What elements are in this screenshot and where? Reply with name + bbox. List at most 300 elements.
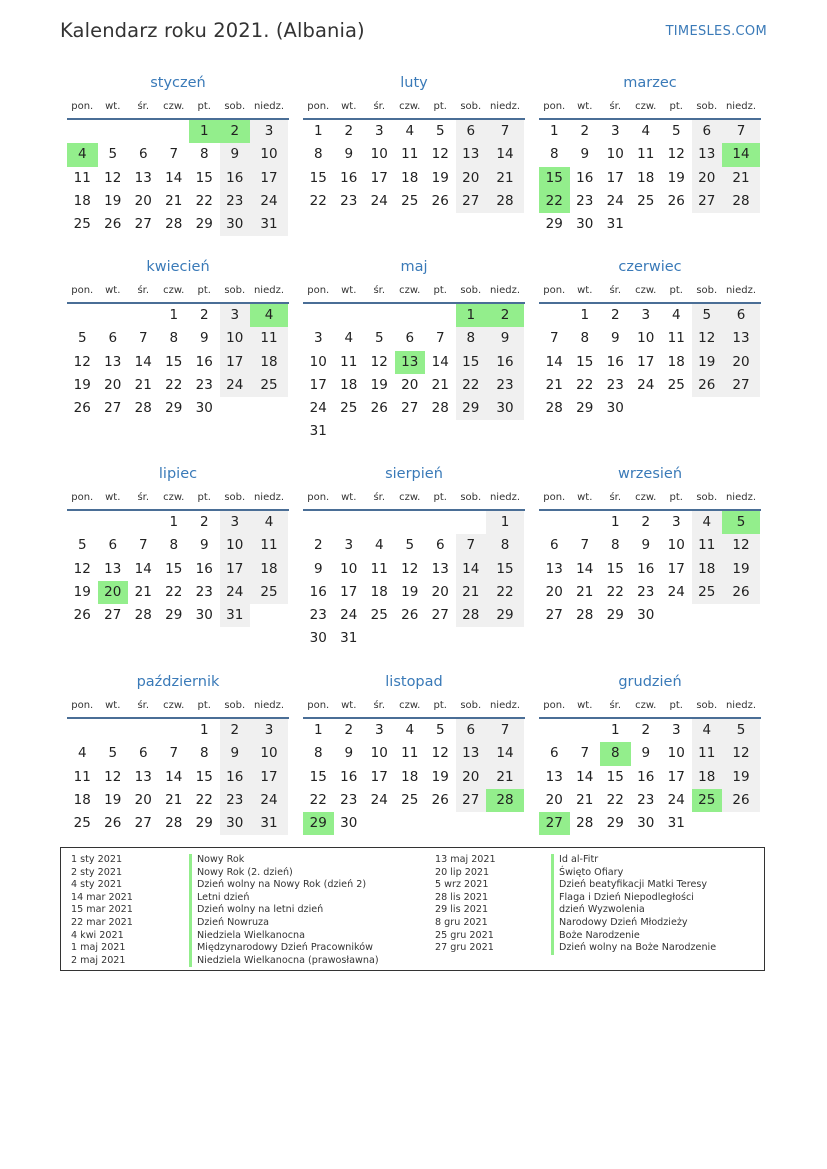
- day-cell: 15: [539, 167, 570, 190]
- day-cell: 19: [431, 768, 449, 785]
- day-cell: 21: [486, 167, 524, 190]
- day-cell: 4: [374, 537, 384, 554]
- day-cell: 28: [165, 815, 183, 832]
- day-cell: 14: [576, 768, 594, 785]
- week-row: [303, 190, 525, 213]
- empty-cell: [486, 627, 524, 650]
- day-cell: 29: [456, 397, 487, 420]
- day-cell: 19: [104, 192, 122, 209]
- day-cell: 5: [77, 330, 87, 347]
- legend-date: 20 lip 2021: [435, 866, 490, 878]
- month-calendar: [67, 463, 289, 627]
- day-cell: 23: [340, 791, 358, 808]
- week-row: [67, 604, 289, 627]
- weekday-label: sob.: [224, 285, 246, 296]
- legend-holiday-name: dzień Wyzwolenia: [551, 904, 716, 917]
- empty-cell: [456, 511, 487, 534]
- day-cell: 1: [169, 307, 179, 323]
- day-cell: 30: [309, 630, 327, 647]
- empty-cell: [631, 213, 662, 236]
- weekday-header: [67, 697, 289, 715]
- day-cell: 4: [692, 719, 723, 742]
- day-cell: 12: [692, 327, 723, 350]
- empty-cell: [722, 213, 760, 236]
- day-cell: 22: [195, 791, 213, 808]
- day-cell: 26: [104, 815, 122, 832]
- empty-cell: [98, 719, 129, 742]
- day-cell: 19: [667, 169, 685, 186]
- empty-cell: [631, 397, 662, 420]
- legend-left-names: [189, 854, 379, 967]
- day-cell: 26: [73, 400, 91, 417]
- day-cell: 24: [250, 789, 288, 812]
- day-cell: 14: [165, 768, 183, 785]
- day-cell: 11: [401, 146, 419, 163]
- week-row: [303, 789, 525, 812]
- month-name: maj: [400, 259, 428, 275]
- weekday-label: pt.: [669, 285, 683, 296]
- day-cell: 20: [456, 766, 487, 789]
- day-cell: 9: [580, 146, 590, 163]
- day-cell: 2: [344, 123, 354, 139]
- empty-cell: [395, 627, 426, 650]
- day-cell: 14: [165, 169, 183, 186]
- weekday-label: śr.: [609, 700, 622, 711]
- day-cell: 4: [344, 330, 354, 347]
- day-cell: 28: [722, 190, 760, 213]
- day-cell: 7: [169, 146, 179, 163]
- day-cell: 9: [199, 537, 209, 554]
- day-cell: 7: [456, 534, 487, 557]
- weekday-label: śr.: [373, 285, 386, 296]
- day-cell: 18: [73, 791, 91, 808]
- weekday-label: śr.: [373, 492, 386, 503]
- week-row: [303, 397, 525, 420]
- weekday-label: pt.: [669, 492, 683, 503]
- weekday-label: wt.: [341, 101, 357, 112]
- legend-date: 15 mar 2021: [71, 904, 133, 916]
- day-cell: 27: [134, 216, 152, 233]
- day-cell: 15: [606, 560, 624, 577]
- week-row: [539, 558, 761, 581]
- weekday-label: pt.: [433, 492, 447, 503]
- legend-date: 2 sty 2021: [71, 866, 123, 878]
- day-cell: 19: [73, 376, 91, 393]
- weekday-label: niedz.: [489, 285, 521, 296]
- weekday-header: [303, 282, 525, 300]
- day-cell: 28: [456, 604, 487, 627]
- day-cell: 26: [692, 374, 723, 397]
- day-cell: 1: [580, 307, 590, 323]
- empty-cell: [395, 420, 426, 443]
- day-cell: 19: [104, 791, 122, 808]
- day-cell: 7: [580, 537, 590, 554]
- day-cell: 18: [250, 351, 288, 374]
- weekday-label: pon.: [71, 285, 94, 296]
- day-cell: 11: [401, 745, 419, 762]
- day-cell: 6: [138, 745, 148, 762]
- month-calendar: [303, 463, 525, 651]
- empty-cell: [395, 511, 426, 534]
- day-cell: 13: [692, 143, 723, 166]
- day-cell: 23: [195, 583, 213, 600]
- day-cell: 15: [195, 768, 213, 785]
- day-cell: 24: [637, 376, 655, 393]
- empty-cell: [364, 627, 395, 650]
- day-cell: 3: [671, 722, 681, 738]
- day-cell: 17: [370, 768, 388, 785]
- legend-date: 4 sty 2021: [71, 879, 123, 891]
- day-cell: 16: [576, 169, 594, 186]
- weekday-header: [539, 697, 761, 715]
- day-cell: 8: [580, 330, 590, 347]
- day-cell: 20: [134, 791, 152, 808]
- empty-cell: [692, 213, 723, 236]
- weekday-label: czw.: [635, 101, 657, 112]
- day-cell: 18: [401, 169, 419, 186]
- day-cell: 13: [545, 560, 563, 577]
- day-cell: 11: [340, 353, 358, 370]
- day-cell: 7: [580, 745, 590, 762]
- day-cell: 6: [692, 120, 723, 143]
- day-cell: 9: [220, 742, 251, 765]
- day-cell: 18: [340, 376, 358, 393]
- day-cell: 3: [313, 330, 323, 347]
- week-row: [303, 120, 525, 143]
- week-row: [67, 789, 289, 812]
- day-cell: 23: [576, 192, 594, 209]
- weekday-label: śr.: [373, 101, 386, 112]
- day-cell: 27: [545, 607, 563, 624]
- day-cell: 5: [671, 123, 681, 139]
- week-row: [539, 167, 761, 190]
- legend-holiday-name: Święto Ofiary: [551, 867, 716, 880]
- day-cell: 29: [165, 607, 183, 624]
- day-cell: 25: [401, 192, 419, 209]
- day-cell: 6: [108, 330, 118, 347]
- day-cell: 3: [220, 304, 251, 327]
- day-cell: 20: [545, 583, 563, 600]
- day-cell: 28: [486, 190, 524, 213]
- day-cell: 2: [486, 304, 524, 327]
- weekday-label: niedz.: [253, 101, 285, 112]
- day-cell: 13: [395, 351, 426, 374]
- week-row: [303, 766, 525, 789]
- day-cell: 11: [370, 560, 388, 577]
- legend-holiday-name: Nowy Rok: [189, 854, 379, 867]
- month-name: listopad: [385, 674, 443, 690]
- weekday-label: pon.: [307, 285, 330, 296]
- weekday-label: pt.: [669, 101, 683, 112]
- empty-cell: [334, 420, 365, 443]
- day-cell: 26: [667, 192, 685, 209]
- day-cell: 9: [344, 146, 354, 163]
- week-row: [67, 397, 289, 420]
- month-calendar: [539, 463, 761, 627]
- day-cell: 10: [637, 330, 655, 347]
- month-calendar: [539, 256, 761, 420]
- day-cell: 8: [486, 534, 524, 557]
- week-row: [539, 511, 761, 534]
- day-cell: 13: [104, 560, 122, 577]
- week-row: [67, 351, 289, 374]
- weekday-label: wt.: [105, 492, 121, 503]
- day-cell: 12: [667, 146, 685, 163]
- day-cell: 16: [486, 351, 524, 374]
- day-cell: 24: [220, 374, 251, 397]
- legend-date: 13 maj 2021: [435, 854, 496, 865]
- day-cell: 31: [250, 812, 288, 835]
- day-cell: 1: [486, 511, 524, 534]
- day-cell: 14: [486, 143, 524, 166]
- empty-cell: [692, 812, 723, 835]
- weekday-label: niedz.: [725, 492, 757, 503]
- day-cell: 16: [340, 768, 358, 785]
- day-cell: 26: [431, 192, 449, 209]
- week-row: [303, 812, 525, 835]
- legend-holiday-name: Letni dzień: [189, 892, 379, 905]
- day-cell: 21: [722, 167, 760, 190]
- week-row: [303, 304, 525, 327]
- weekday-label: śr.: [137, 101, 150, 112]
- day-cell: 18: [637, 169, 655, 186]
- day-cell: 25: [692, 789, 723, 812]
- weekday-label: sob.: [460, 700, 482, 711]
- weekday-label: niedz.: [725, 285, 757, 296]
- day-cell: 28: [165, 216, 183, 233]
- legend-date: 28 lis 2021: [435, 891, 489, 903]
- day-cell: 11: [692, 534, 723, 557]
- weekday-label: wt.: [105, 285, 121, 296]
- day-cell: 5: [722, 511, 760, 534]
- legend-holiday-name: Dzień wolny na letni dzień: [189, 904, 379, 917]
- weekday-label: pt.: [433, 285, 447, 296]
- day-cell: 7: [138, 537, 148, 554]
- day-cell: 24: [309, 400, 327, 417]
- day-cell: 5: [108, 745, 118, 762]
- week-row: [303, 534, 525, 557]
- weekday-label: sob.: [224, 700, 246, 711]
- day-cell: 29: [195, 815, 213, 832]
- day-cell: 25: [250, 581, 288, 604]
- month-name: styczeń: [150, 75, 206, 91]
- day-cell: 16: [637, 560, 655, 577]
- empty-cell: [98, 120, 129, 143]
- day-cell: 9: [220, 143, 251, 166]
- empty-cell: [661, 213, 692, 236]
- day-cell: 22: [165, 376, 183, 393]
- day-cell: 13: [134, 768, 152, 785]
- weekday-label: sob.: [460, 101, 482, 112]
- weekday-header: [67, 489, 289, 507]
- day-cell: 31: [667, 815, 685, 832]
- day-cell: 6: [549, 745, 559, 762]
- week-row: [67, 167, 289, 190]
- empty-cell: [539, 719, 570, 742]
- day-cell: 18: [692, 558, 723, 581]
- week-row: [67, 742, 289, 765]
- day-cell: 31: [220, 604, 251, 627]
- day-cell: 24: [370, 192, 388, 209]
- day-cell: 5: [405, 537, 415, 554]
- week-row: [303, 581, 525, 604]
- week-row: [539, 304, 761, 327]
- day-cell: 17: [637, 353, 655, 370]
- day-cell: 20: [456, 167, 487, 190]
- day-cell: 24: [667, 583, 685, 600]
- legend-date: 14 mar 2021: [71, 891, 133, 903]
- day-cell: 12: [431, 146, 449, 163]
- day-cell: 30: [195, 400, 213, 417]
- brand-link[interactable]: TIMESLES.COM: [665, 24, 767, 39]
- day-cell: 16: [606, 353, 624, 370]
- day-cell: 25: [401, 791, 419, 808]
- day-cell: 29: [576, 400, 594, 417]
- month-name: marzec: [623, 75, 677, 91]
- week-row: [67, 327, 289, 350]
- empty-cell: [570, 511, 601, 534]
- day-cell: 28: [431, 400, 449, 417]
- day-cell: 10: [220, 534, 251, 557]
- week-row: [303, 511, 525, 534]
- day-cell: 30: [606, 400, 624, 417]
- empty-cell: [250, 397, 288, 420]
- empty-cell: [67, 120, 98, 143]
- legend-date: 29 lis 2021: [435, 904, 489, 916]
- day-cell: 14: [134, 353, 152, 370]
- day-cell: 3: [671, 514, 681, 530]
- day-cell: 14: [576, 560, 594, 577]
- day-cell: 20: [722, 351, 760, 374]
- empty-cell: [98, 511, 129, 534]
- day-cell: 11: [692, 742, 723, 765]
- day-cell: 3: [374, 722, 384, 738]
- day-cell: 31: [340, 630, 358, 647]
- day-cell: 18: [250, 558, 288, 581]
- day-cell: 3: [374, 123, 384, 139]
- legend-date: 1 sty 2021: [71, 854, 123, 865]
- day-cell: 14: [456, 558, 487, 581]
- legend-date: 5 wrz 2021: [435, 879, 489, 891]
- month-calendar: [67, 72, 289, 236]
- week-row: [539, 327, 761, 350]
- day-cell: 4: [671, 307, 681, 323]
- month-calendar: [67, 671, 289, 835]
- day-cell: 26: [431, 791, 449, 808]
- day-cell: 12: [431, 745, 449, 762]
- day-cell: 6: [722, 304, 760, 327]
- empty-cell: [456, 812, 487, 835]
- day-cell: 2: [344, 722, 354, 738]
- day-cell: 29: [545, 216, 563, 233]
- week-row: [303, 327, 525, 350]
- day-cell: 29: [303, 812, 334, 835]
- day-cell: 7: [435, 330, 445, 347]
- day-cell: 24: [340, 607, 358, 624]
- weekday-label: pon.: [543, 700, 566, 711]
- empty-cell: [395, 812, 426, 835]
- day-cell: 28: [486, 789, 524, 812]
- day-cell: 26: [370, 400, 388, 417]
- day-cell: 10: [309, 353, 327, 370]
- day-cell: 12: [104, 169, 122, 186]
- week-row: [539, 604, 761, 627]
- day-cell: 30: [220, 812, 251, 835]
- month-calendar: [303, 72, 525, 213]
- day-cell: 5: [722, 719, 760, 742]
- day-cell: 18: [692, 766, 723, 789]
- day-cell: 5: [692, 304, 723, 327]
- day-cell: 21: [486, 766, 524, 789]
- day-cell: 17: [220, 351, 251, 374]
- week-row: [539, 812, 761, 835]
- day-cell: 17: [667, 768, 685, 785]
- day-cell: 26: [722, 789, 760, 812]
- weekday-label: niedz.: [253, 285, 285, 296]
- legend-date: 22 mar 2021: [71, 916, 133, 928]
- week-row: [67, 190, 289, 213]
- empty-cell: [334, 304, 365, 327]
- weekday-label: czw.: [635, 700, 657, 711]
- day-cell: 20: [104, 376, 122, 393]
- day-cell: 29: [486, 604, 524, 627]
- weekday-label: pon.: [71, 101, 94, 112]
- weekday-label: pt.: [197, 700, 211, 711]
- weekday-label: niedz.: [489, 492, 521, 503]
- week-row: [539, 120, 761, 143]
- day-cell: 19: [73, 583, 91, 600]
- day-cell: 15: [165, 353, 183, 370]
- day-cell: 3: [250, 719, 288, 742]
- empty-cell: [67, 304, 98, 327]
- day-cell: 3: [610, 123, 620, 139]
- empty-cell: [303, 304, 334, 327]
- day-cell: 23: [637, 583, 655, 600]
- day-cell: 30: [220, 213, 251, 236]
- day-cell: 23: [486, 374, 524, 397]
- legend-holiday-name: Niedziela Wielkanocna (prawosławna): [189, 955, 379, 968]
- day-cell: 11: [667, 330, 685, 347]
- day-cell: 8: [610, 537, 620, 554]
- week-row: [539, 397, 761, 420]
- day-cell: 10: [250, 143, 288, 166]
- weekday-label: czw.: [635, 492, 657, 503]
- weekday-label: wt.: [577, 101, 593, 112]
- day-cell: 15: [309, 768, 327, 785]
- month-calendar: [539, 671, 761, 835]
- weekday-label: sob.: [224, 101, 246, 112]
- weekday-label: wt.: [577, 492, 593, 503]
- week-row: [303, 558, 525, 581]
- week-row: [67, 304, 289, 327]
- day-cell: 15: [165, 560, 183, 577]
- empty-cell: [128, 719, 159, 742]
- weekday-header: [539, 282, 761, 300]
- empty-cell: [67, 719, 98, 742]
- empty-cell: [486, 420, 524, 443]
- weekday-label: wt.: [341, 700, 357, 711]
- weekday-label: niedz.: [253, 492, 285, 503]
- day-cell: 26: [73, 607, 91, 624]
- day-cell: 1: [313, 123, 323, 139]
- day-cell: 10: [667, 537, 685, 554]
- day-cell: 28: [576, 607, 594, 624]
- day-cell: 18: [401, 768, 419, 785]
- day-cell: 22: [606, 583, 624, 600]
- day-cell: 22: [576, 376, 594, 393]
- week-row: [303, 420, 525, 443]
- week-row: [539, 742, 761, 765]
